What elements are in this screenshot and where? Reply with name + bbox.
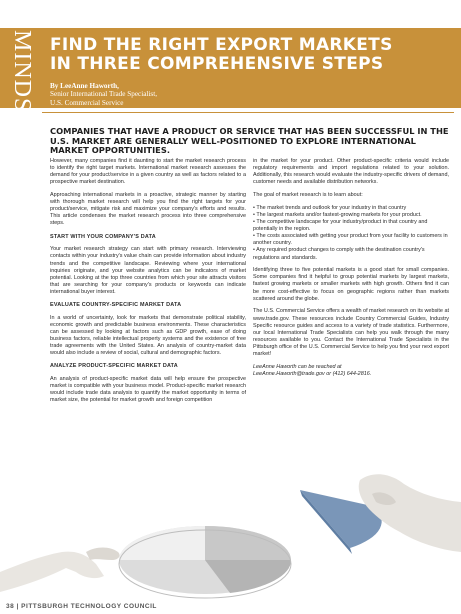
title-line-2: IN THREE COMPREHENSIVE STEPS — [50, 54, 384, 74]
page-footer — [0, 600, 461, 614]
list-item: • The competitive landscape for your industry/product in that country and potentially in the region. — [253, 219, 428, 233]
list-item: • The costs associated with getting your product from your facility to customers in another country. — [253, 233, 448, 247]
left-column — [50, 158, 246, 410]
contact-line-1: LeeAnne Haworth can be reached at — [253, 363, 342, 370]
publication-name: | PITTSBURGH TECHNOLOGY COUNCIL — [16, 603, 157, 610]
author-role: Senior International Trade Specialist, — [50, 90, 157, 99]
goals-list — [253, 205, 449, 262]
section-heading: EVALUATE COUNTRY-SPECIFIC MARKET DATA — [50, 301, 182, 308]
pie-chart-illustration — [0, 460, 461, 600]
body-paragraph: An analysis of product-specific market data will help ensure the prospective market is compatible with your business model. Product-specific market research would include trade data analysis to quantify the market opportunity in terms of market size, the potential for market growth and foreign competition — [50, 376, 246, 404]
author-org: U.S. Commercial Service — [50, 98, 124, 107]
body-paragraph: The U.S. Commercial Service offers a wealth of market research on its website at www.trade.gov. These resources include Country Commercial Guides, Industry Specific resource guides and access to a variety of trade statistics. Furthermore, our local International Trade Specialists can help you walk through the many resources available to you. Contact the International Trade Specialists in the Pittsburgh office of the U.S. Commercial Service to help you find your next export market! — [253, 308, 449, 357]
author-name: By LeeAnne Haworth, — [50, 82, 119, 90]
contact-line-2: LeeAnne.Haworth@trade.gov or (412) 644-2816. — [253, 370, 372, 377]
section-label — [5, 30, 35, 180]
section-label-text: MINDSHARE — [9, 30, 35, 182]
section-heading: ANALYZE PRODUCT-SPECIFIC MARKET DATA — [50, 363, 178, 370]
body-paragraph: Identifying three to five potential markets is a good start for small companies. Some companies find it helpful to group potential markets by largest markets, fastest growing markets or smaller markets with high growth. Others find it can be more cost-effective to focus on geographic regions rather than markets scattered around the globe. — [253, 267, 449, 302]
list-item: • The largest markets and/or fastest-growing markets for your product. — [253, 211, 422, 218]
body-paragraph: Approaching international markets in a proactive, strategic manner by starting with thorough market research will help you find the right targets for your product/service, mitigate risk and maximize your company's efforts and results. This article condenses the market research process into three comprehensive steps. — [50, 192, 246, 227]
body-paragraph: in the market for your product. Other product-specific criteria would include regulatory requirements and import regulations related to your solution. Additionally, this research would evaluate the industry-specific drivers of demand, customer needs and available distribution networks. — [253, 158, 449, 186]
page-number: 38 — [6, 603, 15, 610]
section-heading: START WITH YOUR COMPANY'S DATA — [50, 233, 156, 240]
footer-text — [6, 603, 157, 610]
body-paragraph: In a world of uncertainty, look for markets that demonstrate political stability, economic growth and predictable business environments. These characteristics can be assessed by looking at factors such as GDP growth, ease of doing business factors, reliable intellectual property systems and the existence of free trade agreements with the United States. An analysis of country-market data would also include a review of social, cultural and demographic factors. — [50, 314, 246, 357]
left-hand-icon — [0, 548, 120, 593]
byline — [50, 82, 350, 107]
body-paragraph: The goal of market research is to learn about: — [253, 192, 363, 199]
title-line-1: FIND THE RIGHT EXPORT MARKETS — [50, 35, 393, 55]
author-contact — [253, 364, 449, 378]
article-title — [50, 36, 450, 74]
body-paragraph: Your market research strategy can start with primary research. Interviewing contacts within your industry's value chain can provide information about industry trends and the competitive landscape. Reviewing where your international inquiries originate, and your website analytics can be indicators of market potential. Looking at the top three countries from which your site attracts visitors that are searching for your company's products or keywords can indicate international buyer interest. — [50, 246, 246, 295]
right-column — [253, 158, 449, 384]
list-item: • The market trends and outlook for your industry in that country — [253, 204, 407, 211]
lead-paragraph: COMPANIES THAT HAVE A PRODUCT OR SERVICE THAT HAS BEEN SUCCESSFUL IN THE U.S. MARKET ARE GENERALLY WELL-POSITIONED TO EXPLORE INTERNATIONAL MARKET OPPORTUNITIES. — [50, 126, 449, 155]
body-paragraph: However, many companies find it daunting to start the market research process to identify the right target markets. International market research assesses the demand for your product/service in a given country as well as factors related to a prospective market destination. — [50, 158, 246, 186]
right-hand-icon — [359, 474, 461, 552]
pie-chart-icon — [119, 526, 291, 598]
header-rule — [42, 112, 454, 113]
list-item: • Any required product changes to comply with the destination country's regulations and standards. — [253, 247, 425, 261]
